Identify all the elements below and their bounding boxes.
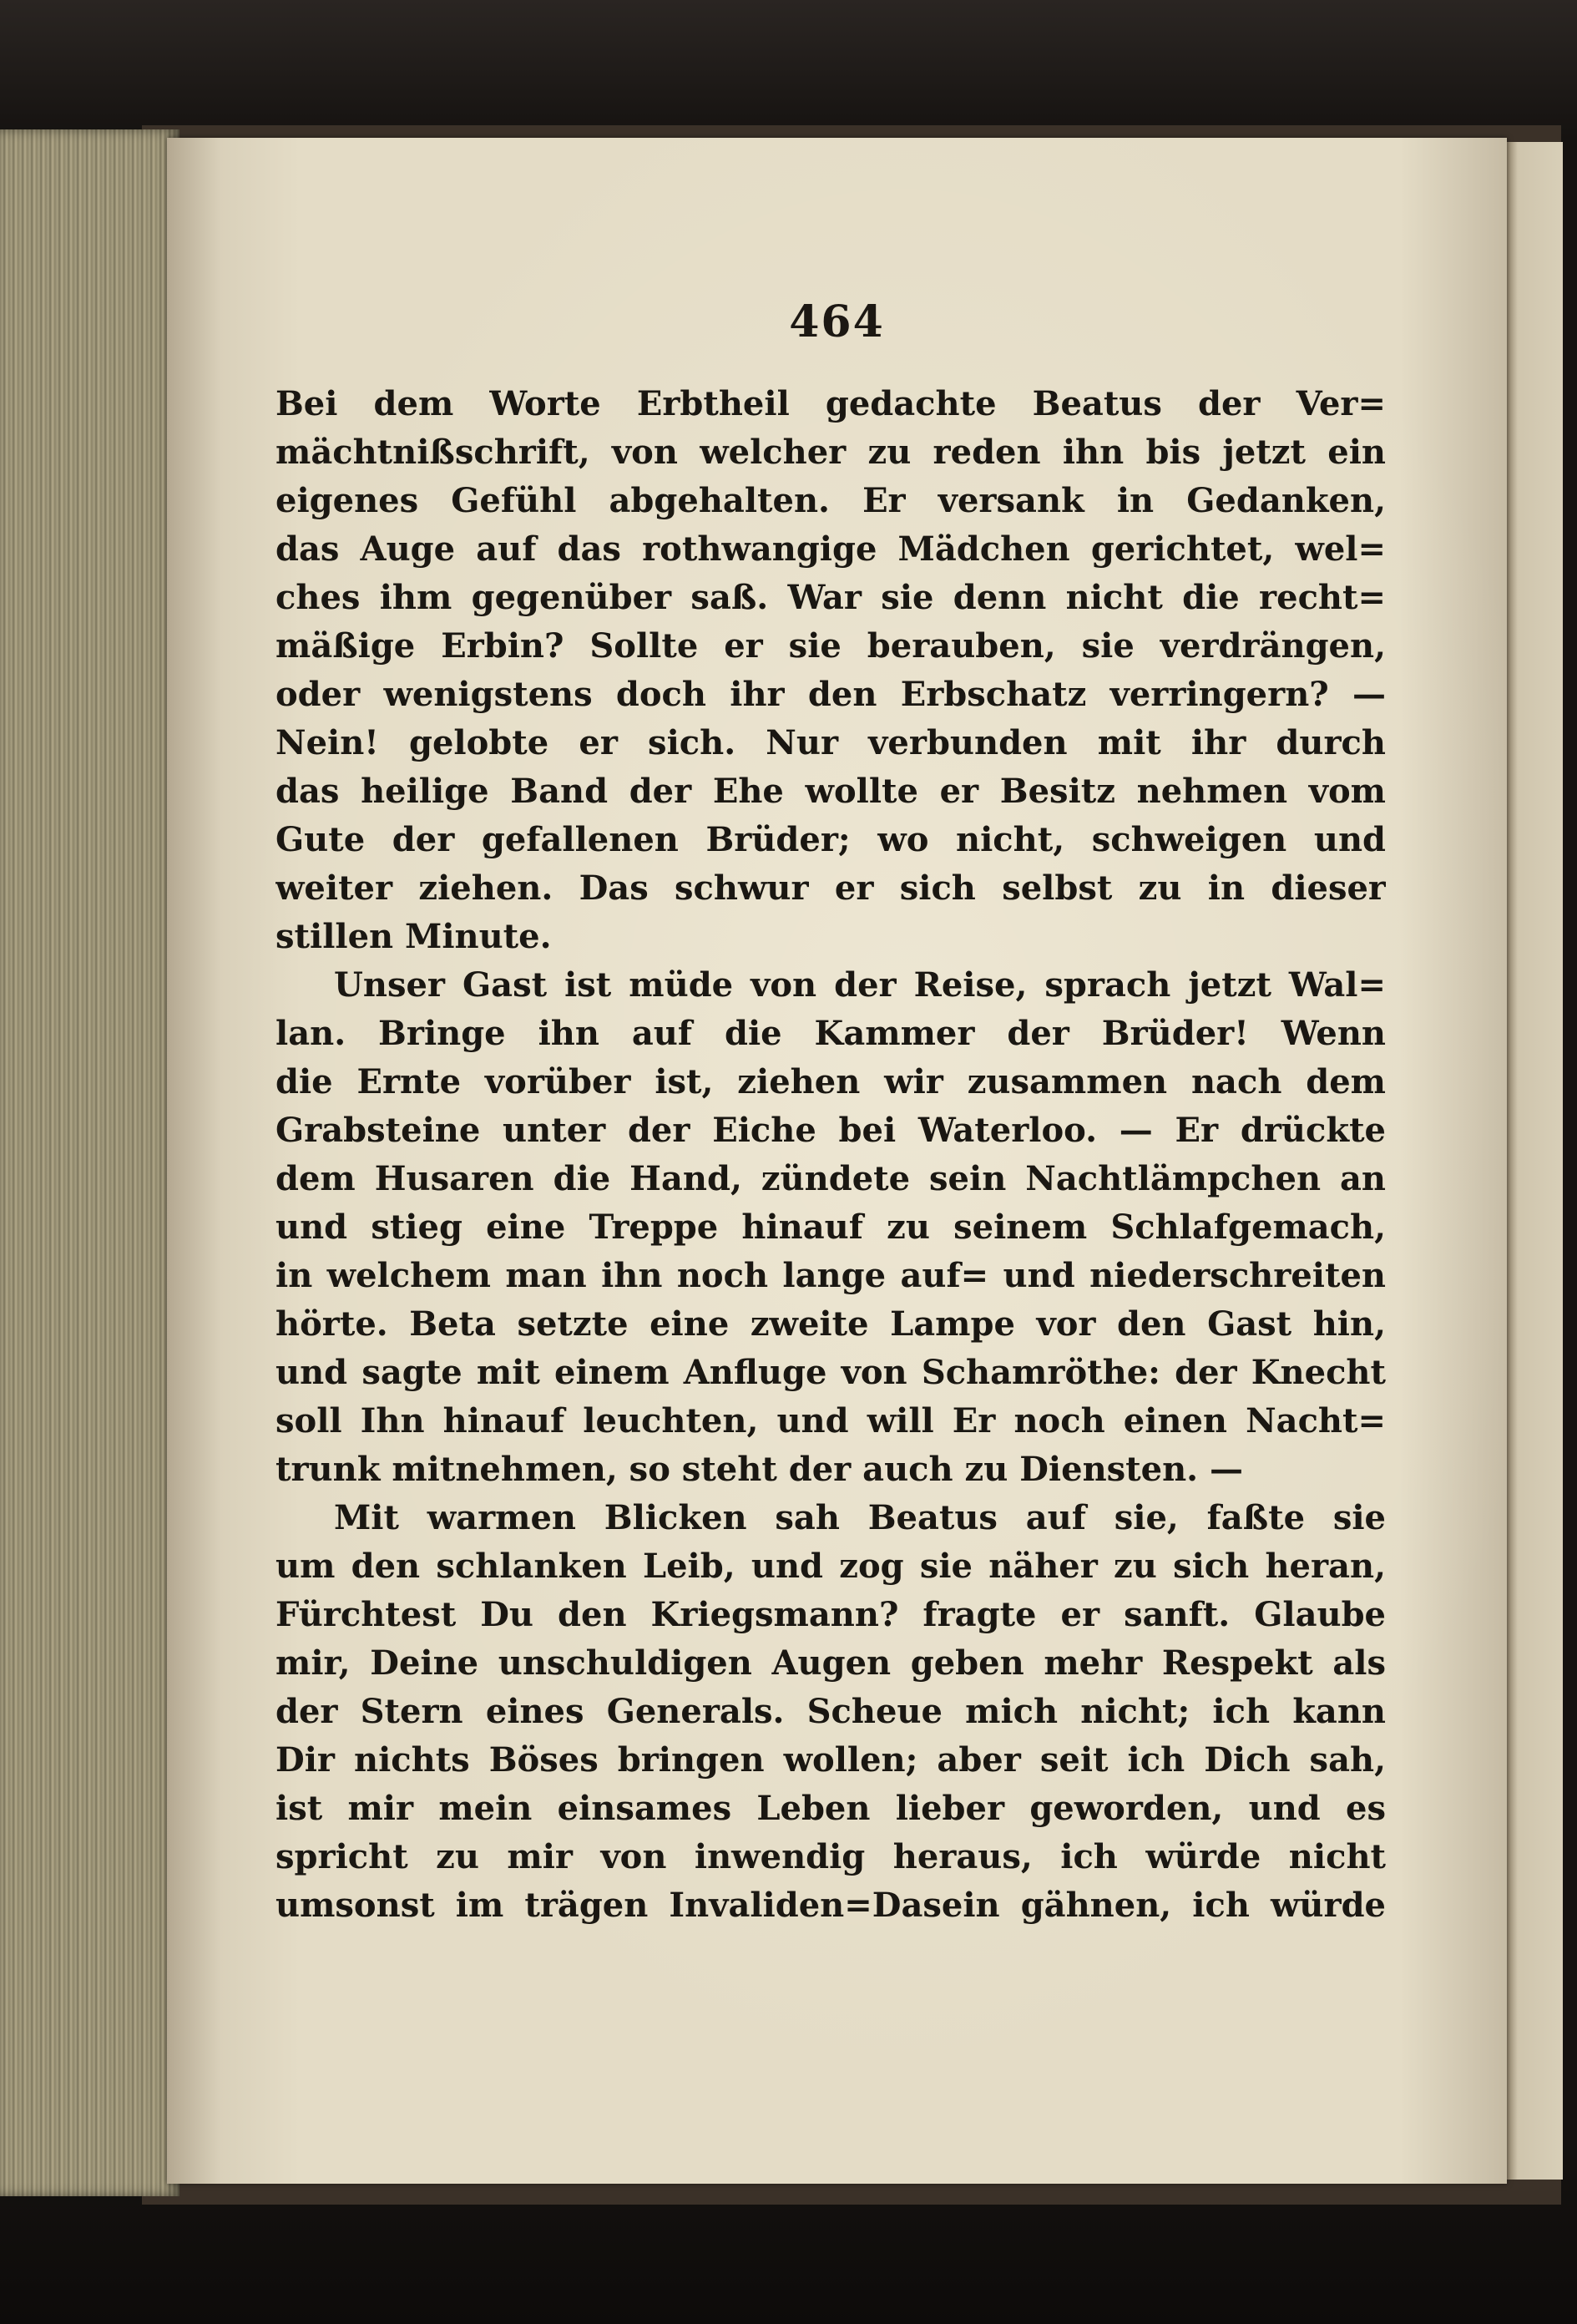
text-line: lan. Bringe ihn auf die Kammer der Brüder! Wenn bbox=[275, 1014, 1386, 1053]
text-line: mäßige Erbin? Sollte er sie berauben, sie verdrängen, bbox=[275, 626, 1386, 666]
text-line: die Ernte vorüber ist, ziehen wir zusammen nach dem bbox=[275, 1062, 1386, 1101]
text-line: trunk mitnehmen, so steht der auch zu Diensten. — bbox=[275, 1450, 1244, 1489]
text-line: Mit warmen Blicken sah Beatus auf sie, faßte sie bbox=[334, 1498, 1386, 1537]
text-line: um den schlanken Leib, und zog sie näher zu sich heran, bbox=[275, 1547, 1386, 1586]
text-line: stillen Minute. bbox=[275, 917, 552, 956]
text-line: spricht zu mir von inwendig heraus, ich würde nicht bbox=[275, 1837, 1386, 1876]
adjacent-page-edge bbox=[1503, 142, 1563, 2180]
text-line: das Auge auf das rothwangige Mädchen gerichtet, wel= bbox=[275, 529, 1386, 569]
text-line: der Stern eines Generals. Scheue mich nicht; ich kann bbox=[275, 1692, 1386, 1731]
text-line: das heilige Band der Ehe wollte er Besitz nehmen vom bbox=[275, 772, 1386, 811]
text-line: ches ihm gegenüber saß. War sie denn nicht die recht= bbox=[275, 578, 1386, 617]
text-line: Nein! gelobte er sich. Nur verbunden mit ihr durch bbox=[275, 723, 1386, 762]
text-line: dem Husaren die Hand, zündete sein Nachtlämpchen an bbox=[275, 1159, 1386, 1198]
text-line: Dir nichts Böses bringen wollen; aber seit ich Dich sah, bbox=[275, 1740, 1386, 1780]
text-line: Fürchtest Du den Kriegsmann? fragte er sanft. Glaube bbox=[275, 1595, 1386, 1634]
text-line: ist mir mein einsames Leben lieber geworden, und es bbox=[275, 1789, 1386, 1828]
text-line: Bei dem Worte Erbtheil gedachte Beatus der Ver= bbox=[275, 384, 1386, 423]
text-line: soll Ihn hinauf leuchten, und will Er noch einen Nacht= bbox=[275, 1401, 1386, 1440]
page-number: 464 bbox=[789, 296, 885, 347]
text-line: umsonst im trägen Invaliden=Dasein gähnen, ich würde bbox=[275, 1886, 1386, 1925]
text-line: eigenes Gefühl abgehalten. Er versank in Gedanken, bbox=[275, 481, 1386, 520]
text-line: und sagte mit einem Anfluge von Schamröthe: der Knecht bbox=[275, 1353, 1386, 1392]
text-line: hörte. Beta setzte eine zweite Lampe vor den Gast hin, bbox=[275, 1304, 1386, 1344]
text-line: in welchem man ihn noch lange auf= und niederschreiten bbox=[275, 1256, 1386, 1295]
text-line: weiter ziehen. Das schwur er sich selbst zu in dieser bbox=[275, 868, 1386, 908]
text-line: und stieg eine Treppe hinauf zu seinem Schlafgemach, bbox=[275, 1208, 1386, 1247]
text-line: Grabsteine unter der Eiche bei Waterloo. — Er drückte bbox=[275, 1111, 1386, 1150]
text-line: Unser Gast ist müde von der Reise, sprach jetzt Wal= bbox=[334, 965, 1386, 1005]
book-page-edges bbox=[0, 129, 179, 2196]
text-line: mächtnißschrift, von welcher zu reden ihn bis jetzt ein bbox=[275, 433, 1386, 472]
text-line: Gute der gefallenen Brüder; wo nicht, schweigen und bbox=[275, 820, 1386, 859]
text-line: mir, Deine unschuldigen Augen geben mehr Respekt als bbox=[275, 1643, 1386, 1683]
text-line: oder wenigstens doch ihr den Erbschatz verringern? — bbox=[275, 675, 1386, 714]
page-text bbox=[275, 380, 1386, 1930]
